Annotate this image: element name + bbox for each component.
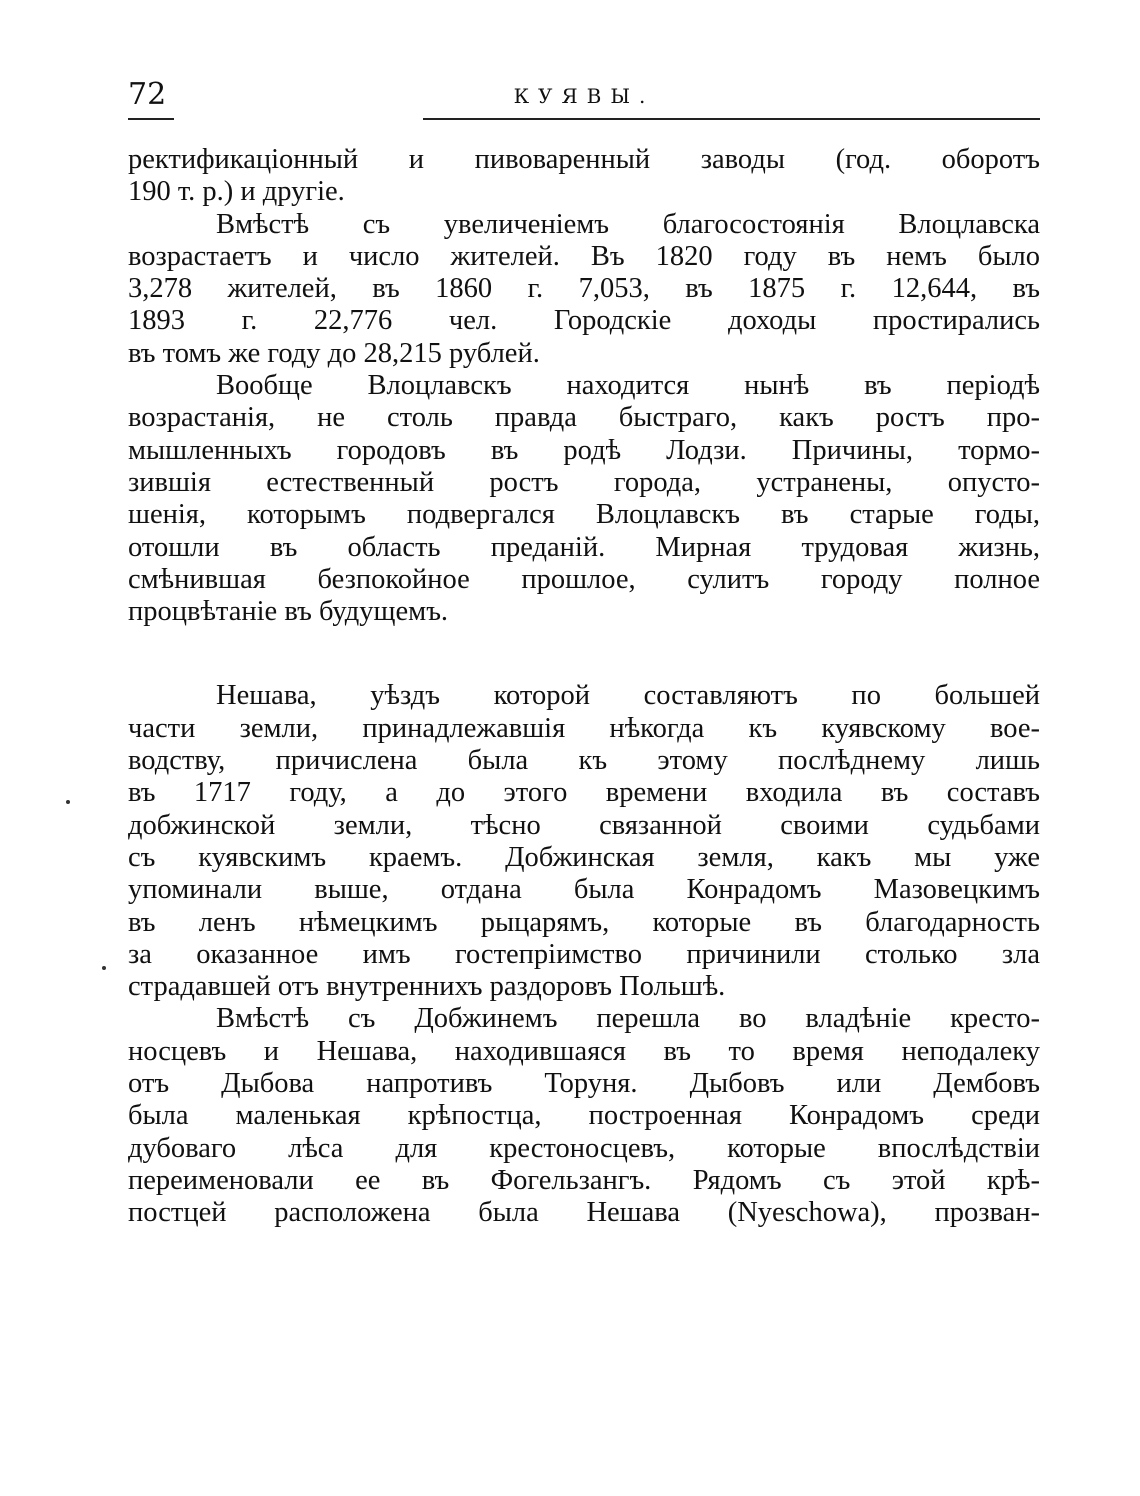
section-gap bbox=[128, 628, 1040, 680]
text-line: въ 1717 году, а до этого времени входила въ составъ bbox=[128, 777, 1040, 809]
text-line: носцевъ и Нешава, находившаяся въ то время неподалеку bbox=[128, 1035, 1040, 1067]
text-line: постцей расположена была Нешава (Nyeschowa), прозван- bbox=[128, 1197, 1040, 1229]
text-line: за оказанное имъ гостепріимство причинили столько зла bbox=[128, 938, 1040, 970]
text-line: 190 т. р.) и другіе. bbox=[128, 176, 345, 208]
page-header bbox=[128, 78, 1040, 122]
text-line: въ томъ же году до 28,215 рублей. bbox=[128, 337, 540, 369]
text-line: процвѣтаніе въ будущемъ. bbox=[128, 596, 449, 628]
text-line: Вообще Влоцлавскъ находится нынѣ въ періодѣ bbox=[216, 370, 1040, 402]
text-line: водству, причислена была къ этому послѣднему лишь bbox=[128, 745, 1040, 777]
text-line: 3,278 жителей, въ 1860 г. 7,053, въ 1875 г. 12,644, въ bbox=[128, 273, 1040, 305]
text-line: упоминали выше, отдана была Конрадомъ Мазовецкимъ bbox=[128, 874, 1040, 906]
text-line: была маленькая крѣпостца, построенная Конрадомъ среди bbox=[128, 1100, 1040, 1132]
text-line: смѣнившая безпокойное прошлое, сулитъ городу полное bbox=[128, 563, 1040, 595]
text-line: отъ Дыбова напротивъ Торуня. Дыбовъ или Дембовъ bbox=[128, 1068, 1040, 1100]
running-title: КУЯВЫ. bbox=[513, 84, 655, 108]
page-number: 72 bbox=[128, 77, 167, 112]
text-line: переименовали ее въ Фогельзангъ. Рядомъ съ этой крѣ- bbox=[128, 1164, 1040, 1196]
paragraph bbox=[128, 209, 1040, 370]
text-line: Вмѣстѣ съ Добжинемъ перешла во владѣніе кресто- bbox=[216, 1003, 1040, 1035]
text-line: мышленныхъ городовъ въ родѣ Лодзи. Причины, тормо- bbox=[128, 434, 1040, 466]
text-line: возрастаетъ и число жителей. Въ 1820 году въ немъ было bbox=[128, 240, 1040, 272]
ink-speck bbox=[102, 966, 106, 970]
paragraph bbox=[128, 680, 1040, 1003]
text-line: отошли въ область преданій. Мирная трудовая жизнь, bbox=[128, 531, 1040, 563]
header-rule-left bbox=[128, 118, 174, 120]
text-line: 1893 г. 22,776 чел. Городскіе доходы простирались bbox=[128, 305, 1040, 337]
text-line: Нешава, уѣздъ которой составляютъ по большей bbox=[216, 680, 1040, 712]
body-text bbox=[128, 144, 1040, 1230]
text-line: страдавшей отъ внутреннихъ раздоровъ Польшѣ. bbox=[128, 971, 726, 1003]
text-line: Вмѣстѣ съ увеличеніемъ благосостоянія Влоцлавска bbox=[216, 208, 1040, 240]
text-line: дубоваго лѣса для крестоносцевъ, которые впослѣдствіи bbox=[128, 1132, 1040, 1164]
text-line: части земли, принадлежавшія нѣкогда къ куявскому вое- bbox=[128, 712, 1040, 744]
text-line: ректификаціонный и пивоваренный заводы (год. оборотъ bbox=[128, 144, 1040, 175]
text-line: добжинской земли, тѣсно связанной своими судьбами bbox=[128, 809, 1040, 841]
paragraph bbox=[128, 370, 1040, 628]
paragraph bbox=[128, 1003, 1040, 1229]
text-line: возрастанія, не столь правда быстраго, какъ ростъ про- bbox=[128, 402, 1040, 434]
text-line: съ куявскимъ краемъ. Добжинская земля, какъ мы уже bbox=[128, 841, 1040, 873]
text-line: шенія, которымъ подвергался Влоцлавскъ въ старые годы, bbox=[128, 499, 1040, 531]
header-rule-right bbox=[423, 118, 1040, 120]
paragraph bbox=[128, 144, 1040, 209]
ink-speck bbox=[66, 800, 70, 804]
text-line: зившія естественный ростъ города, устранены, опусто- bbox=[128, 466, 1040, 498]
text-line: въ ленъ нѣмецкимъ рыцарямъ, которые въ благодарность bbox=[128, 906, 1040, 938]
